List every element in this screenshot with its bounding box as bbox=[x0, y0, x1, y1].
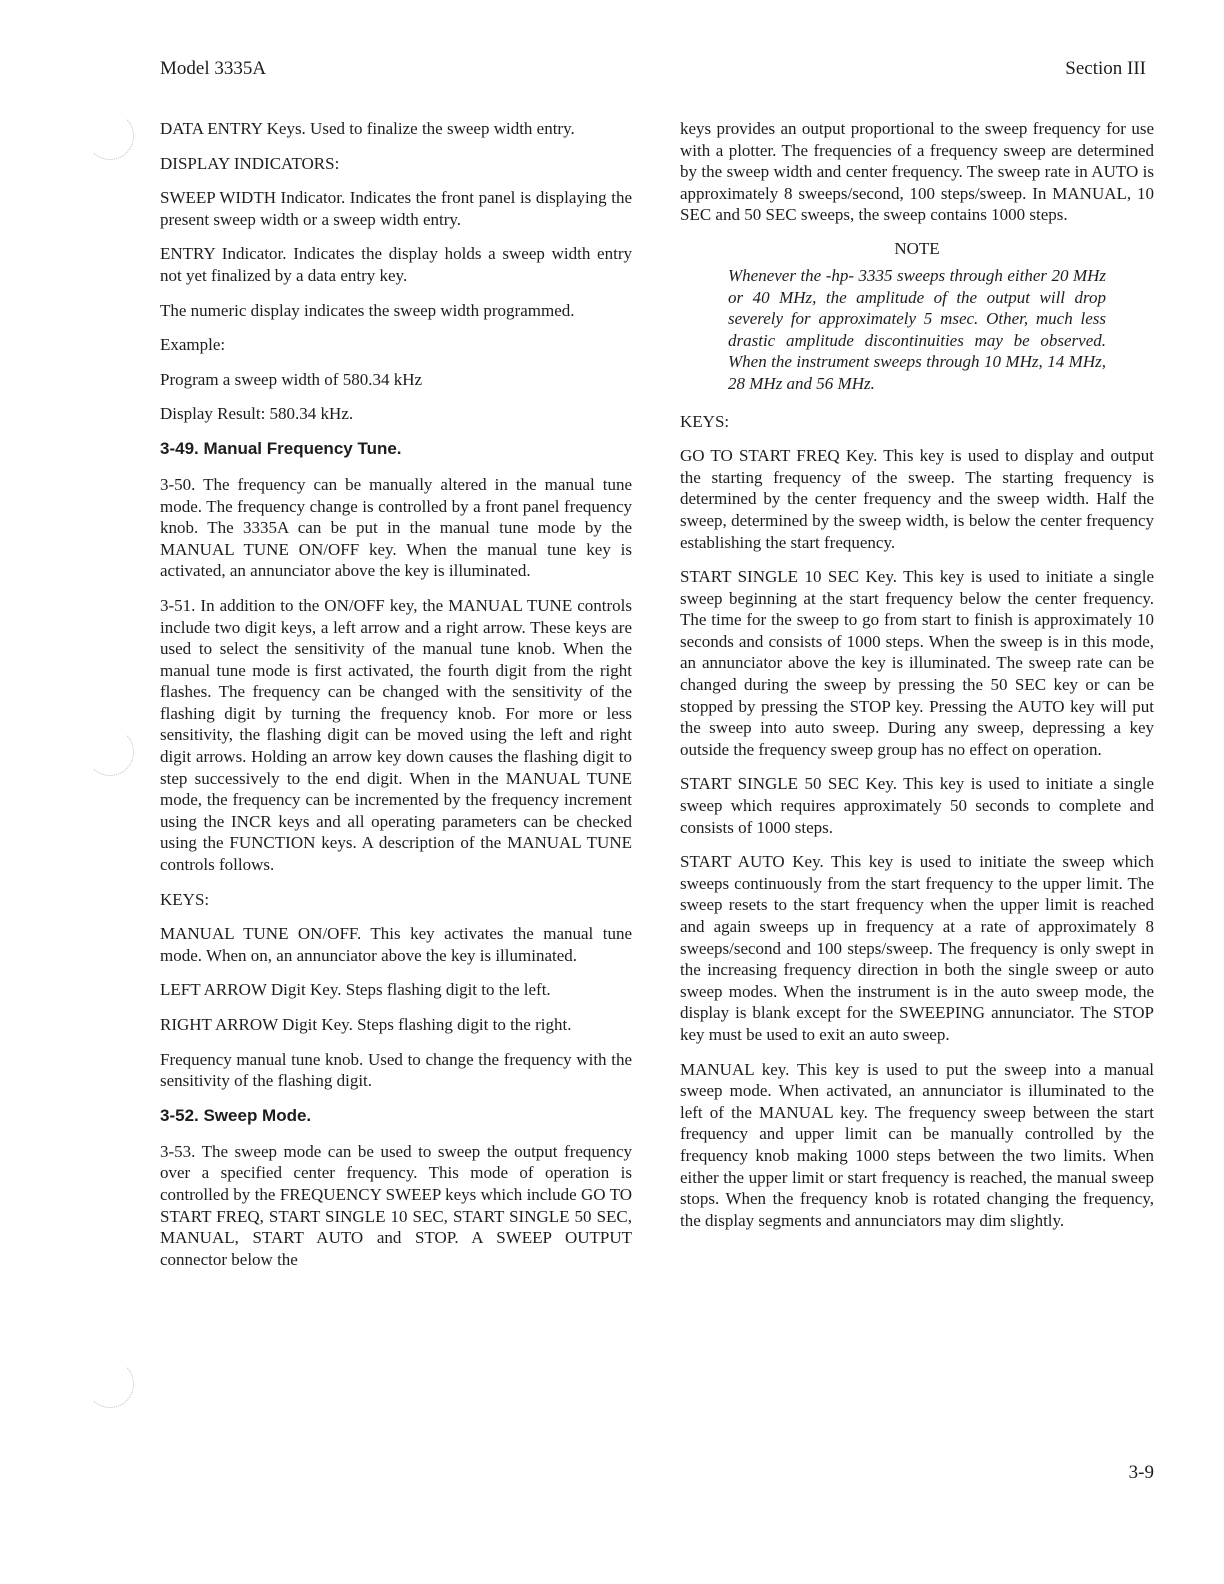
paragraph: Display Result: 580.34 kHz. bbox=[160, 404, 354, 424]
paragraph: 3-50. The frequency can be manually altered in the manual tune mode. The frequency change is controlled by a front panel frequency knob. The 3335A can be put in the manual tune mode by the MANUAL TUNE ON/OFF key. When the manual tune key is activated, an annunciator above the key is illuminated. bbox=[160, 474, 632, 581]
page-header-right: Section III bbox=[1065, 58, 1146, 79]
paragraph: Program a sweep width of 580.34 kHz bbox=[160, 369, 423, 389]
paragraph: START SINGLE 10 SEC Key. This key is used to initiate a single sweep beginning at the start frequency below the center frequency. The time for the sweep to go from start to finish is approximately 10 seconds and consists of 1000 steps. When the sweep is in this mode, an annunciator above the key is illuminated. The sweep rate can be changed during the sweep by pressing the 50 SEC key or can be stopped by pressing the STOP key. Pressing the AUTO key will put the sweep into auto sweep. During any sweep, depressing a key outside the frequency sweep group has no effect on operation. bbox=[680, 567, 1154, 759]
binder-hole-bottom bbox=[86, 1360, 134, 1408]
paragraph: Example: bbox=[160, 335, 226, 355]
note-body: Whenever the -hp- 3335 sweeps through either 20 MHz or 40 MHz, the amplitude of the output will drop severely for approximately 5 msec. Other, much less drastic amplitude discontinuities may be observed. When the instrument sweeps through 10 MHz, 14 MHz, 28 MHz and 56 MHz. bbox=[728, 265, 1106, 393]
paragraph: DISPLAY INDICATORS: bbox=[160, 153, 340, 173]
page-number: 3-9 bbox=[1128, 1462, 1154, 1483]
paragraph: Frequency manual tune knob. Used to change the frequency with the sensitivity of the flashing digit. bbox=[160, 1049, 632, 1091]
note-title: NOTE bbox=[894, 238, 940, 258]
right-column bbox=[680, 118, 1154, 1244]
paragraph: START AUTO Key. This key is used to initiate the sweep which sweeps continuously from the start frequency to the upper limit. The sweep resets to the start frequency when the upper limit is reached and again sweeps up in frequency at a rate of approximately 8 sweeps/second and 100 steps/sweep. The frequency is only swept in the increasing frequency direction in both the single sweep or auto sweep modes. When the instrument is in the auto sweep mode, the display is blank except for the SWEEPING annunciator. The STOP key must be used to exit an auto sweep. bbox=[680, 852, 1154, 1044]
paragraph: START SINGLE 50 SEC Key. This key is used to initiate a single sweep which requires approximately 50 seconds to complete and consists of 1000 steps. bbox=[680, 774, 1154, 837]
paragraph: DATA ENTRY Keys. Used to finalize the sweep width entry. bbox=[160, 119, 575, 138]
binder-hole-top bbox=[86, 112, 134, 160]
paragraph: The numeric display indicates the sweep width programmed. bbox=[160, 300, 575, 320]
paragraph: ENTRY Indicator. Indicates the display holds a sweep width entry not yet finalized by a data entry key. bbox=[160, 244, 632, 285]
paragraph: MANUAL key. This key is used to put the sweep into a manual sweep mode. When activated, an annunciator is illuminated to the left of the MANUAL key. The frequency sweep between the start frequency and upper limit can be manually controlled by the frequency knob making 1000 steps between the two limits. When either the upper limit or start frequency is reached, the manual sweep stops. When the frequency knob is rotated changing the frequency, the display segments and annunciators may dim slightly. bbox=[680, 1059, 1154, 1230]
paragraph: GO TO START FREQ Key. This key is used to display and output the starting frequency of the sweep. The starting frequency is determined by the center frequency and the sweep width. Half the sweep, determined by the sweep width, is below the center frequency establishing the start frequency. bbox=[680, 446, 1154, 552]
paragraph: MANUAL TUNE ON/OFF. This key activates the manual tune mode. When on, an annunciator above the key is illuminated. bbox=[160, 924, 632, 965]
paragraph: keys provides an output proportional to the sweep frequency for use with a plotter. The frequencies of a frequency sweep are determined by the sweep width and center frequency. The sweep rate in AUTO is approximately 8 sweeps/second, 100 steps/sweep. In MANUAL, 10 SEC and 50 SEC sweeps, the sweep contains 1000 steps. bbox=[680, 119, 1154, 225]
paragraph: 3-51. In addition to the ON/OFF key, the MANUAL TUNE controls include two digit keys, a left arrow and a right arrow. These keys are used to select the sensitivity of the manual tune knob. When the manual tune mode is first activated, the fourth digit from the right flashes. The frequency can be changed with the sensitivity of the flashing digit by turning the frequency knob. For more or less sensitivity, the flashing digit can be moved using the left and right digit arrows. Holding an arrow key down causes the flashing digit to step successively to the end digit. When in the MANUAL TUNE mode, the frequency can be incremented by the frequency increment using the INCR keys and all operating parameters can be checked using the FUNCTION keys. A description of the MANUAL TUNE controls follows. bbox=[160, 595, 632, 875]
paragraph: LEFT ARROW Digit Key. Steps flashing digit to the left. bbox=[160, 980, 551, 1000]
section-heading: 3-52. Sweep Mode. bbox=[160, 1105, 312, 1125]
section-heading: 3-49. Manual Frequency Tune. bbox=[160, 438, 402, 458]
left-column bbox=[160, 118, 632, 1283]
paragraph: KEYS: bbox=[160, 889, 210, 909]
paragraph: RIGHT ARROW Digit Key. Steps flashing digit to the right. bbox=[160, 1015, 572, 1034]
page-header-left: Model 3335A bbox=[160, 58, 267, 79]
paragraph: SWEEP WIDTH Indicator. Indicates the front panel is displaying the present sweep width or a sweep width entry. bbox=[160, 188, 632, 229]
paragraph: KEYS: bbox=[680, 411, 730, 431]
binder-hole-middle bbox=[86, 728, 134, 776]
paragraph: 3-53. The sweep mode can be used to sweep the output frequency over a specified center frequency. This mode of operation is controlled by the FREQUENCY SWEEP keys which include GO TO START FREQ, START SINGLE 10 SEC, START SINGLE 50 SEC, MANUAL, START AUTO and STOP. A SWEEP OUTPUT connector below the bbox=[160, 1141, 632, 1269]
